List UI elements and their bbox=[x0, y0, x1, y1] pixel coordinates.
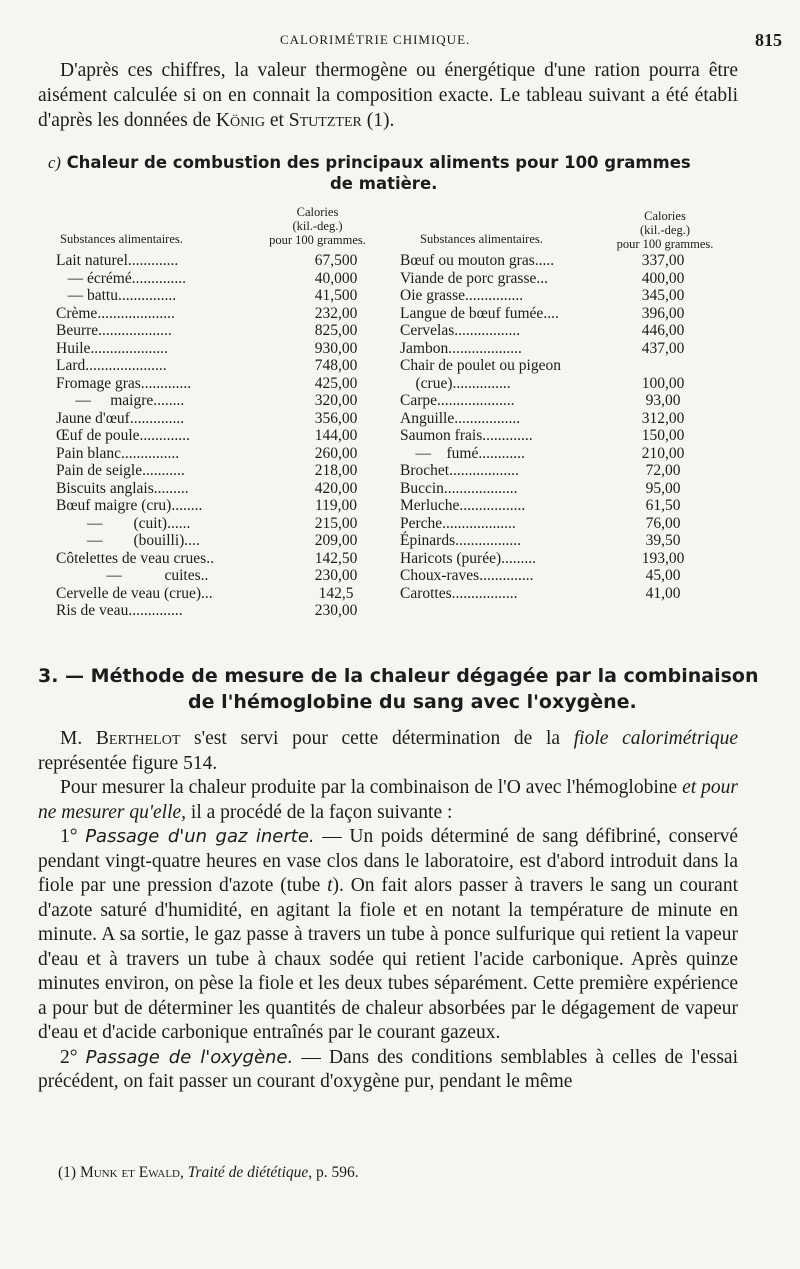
food-name: Jambon................... bbox=[400, 339, 522, 357]
food-name: Épinards................. bbox=[400, 532, 521, 549]
step-1-text: — Un poids déterminé de sang défibriné, conservé pendant vingt-quatre heures en vase clos dans le laboratoire, est d'abord introduit dans la fiole par une pression d'azote (tube bbox=[38, 826, 738, 896]
food-name: Jaune d'œuf.............. bbox=[56, 409, 185, 427]
food-name: Brochet.................. bbox=[400, 462, 519, 479]
calorie-value: 40,000 bbox=[314, 269, 358, 287]
table-row bbox=[56, 340, 386, 358]
table-row bbox=[56, 445, 386, 463]
calorie-value: 930,00 bbox=[314, 339, 358, 357]
calorie-value: 345,00 bbox=[641, 287, 685, 304]
food-name: Merluche................. bbox=[400, 497, 526, 514]
col-calories-right-l2: (kil.-deg.) bbox=[640, 223, 690, 237]
table-row bbox=[400, 550, 700, 568]
calorie-value: 218,00 bbox=[314, 462, 358, 479]
calorie-value: 72,00 bbox=[645, 462, 681, 479]
col-calories-right-l3: pour 100 grammes. bbox=[616, 237, 714, 251]
food-name: Anguille................. bbox=[400, 409, 521, 427]
footnote-sep: , bbox=[180, 1164, 188, 1181]
food-name: Cervelas................. bbox=[400, 322, 521, 339]
table-row bbox=[400, 305, 700, 323]
calorie-value: 232,00 bbox=[314, 304, 358, 322]
table-row bbox=[400, 375, 700, 393]
table-row bbox=[400, 497, 700, 515]
table-row bbox=[400, 410, 700, 428]
calorie-value: 41,00 bbox=[645, 584, 681, 602]
table-row bbox=[56, 567, 386, 585]
table-row bbox=[56, 515, 386, 533]
table-row bbox=[56, 497, 386, 515]
table-row bbox=[400, 322, 700, 340]
calorie-value: 142,50 bbox=[314, 549, 358, 567]
author-stutzter: Stutzter bbox=[288, 110, 362, 131]
food-name: — cuites.. bbox=[56, 567, 209, 584]
table-row bbox=[400, 462, 700, 480]
calorie-value: 193,00 bbox=[641, 549, 685, 567]
food-name: Crème.................... bbox=[56, 304, 175, 322]
footnote bbox=[58, 1164, 359, 1182]
food-name: Pain de seigle........... bbox=[56, 462, 185, 479]
step-1-text-2: ). On fait alors passer à travers le sang un courant d'azote saturé d'humidité, en agitant la fiole et en notant la température de minute en minute. A sa sortie, le gaz passe à travers un tube à ponce sulfurique qui retient la vapeur d'eau et à travers un tube à chaux sodée qui retient l'acide carbonique. Après quinze minutes environ, on pèse la fiole et les deux tubes séparément. Cette première expérience a pour but de déterminer les quantités de chaleur absorbées par le dégagement de vapeur d'eau et d'acide carbonique entraînés par le courant gazeux. bbox=[38, 875, 738, 1043]
section-3-title-line2: de l'hémoglobine du sang avec l'oxygène. bbox=[188, 691, 637, 713]
p2-italic: et pour ne mesurer qu'elle, bbox=[38, 777, 738, 823]
col-calories-left bbox=[255, 205, 380, 247]
step-1-tube-t: t bbox=[327, 875, 333, 896]
calorie-value: 93,00 bbox=[645, 392, 681, 409]
step-1-title: Passage d'un gaz inerte. bbox=[85, 826, 315, 847]
calorie-value: 446,00 bbox=[641, 322, 685, 339]
footnote-authors: Munk et Ewald bbox=[79, 1164, 180, 1181]
table-row bbox=[56, 427, 386, 445]
food-name: Langue de bœuf fumée.... bbox=[400, 304, 559, 322]
table-row bbox=[400, 392, 700, 410]
food-name: Biscuits anglais......... bbox=[56, 479, 189, 497]
table-row bbox=[56, 252, 386, 270]
p1-a: M. bbox=[60, 728, 96, 749]
paragraph-step-1 bbox=[38, 825, 738, 1046]
intro-paragraph bbox=[38, 58, 738, 133]
author-berthelot: Berthelot bbox=[95, 728, 181, 749]
table-row bbox=[56, 322, 386, 340]
body-text bbox=[38, 727, 738, 1095]
food-name: — (bouilli).... bbox=[56, 532, 200, 549]
calorie-value: 437,00 bbox=[641, 339, 685, 357]
table-row bbox=[400, 357, 700, 375]
p2-b: il a procédé de la façon suivante : bbox=[186, 801, 453, 823]
calorie-value: 61,50 bbox=[645, 497, 681, 514]
calorie-value: 209,00 bbox=[314, 532, 358, 549]
food-name: Cervelle de veau (crue)... bbox=[56, 584, 213, 602]
col-calories-right bbox=[600, 209, 730, 251]
calorie-value: 95,00 bbox=[645, 479, 681, 497]
food-name: Chair de poulet ou pigeon bbox=[400, 357, 561, 374]
section-c-title-line1: Chaleur de combustion des principaux aliments pour 100 grammes bbox=[66, 153, 691, 172]
table-row bbox=[400, 340, 700, 358]
food-name: Beurre................... bbox=[56, 322, 172, 339]
section-c-tag: c) bbox=[48, 153, 61, 172]
section-3-heading bbox=[38, 663, 768, 715]
table-row bbox=[400, 427, 700, 445]
food-name: Saumon frais............. bbox=[400, 427, 533, 444]
author-konig: König bbox=[215, 110, 265, 131]
food-name: Carpe.................... bbox=[400, 392, 515, 409]
footnote-title: Traité de diététique bbox=[187, 1164, 309, 1181]
p2-a: Pour mesurer la chaleur produite par la combinaison de l'O avec l'hémoglobine bbox=[60, 777, 683, 798]
calorie-value: 337,00 bbox=[641, 252, 685, 269]
p1-b: s'est servi pour cette détermination de la bbox=[180, 728, 574, 749]
calorie-value: 356,00 bbox=[314, 409, 358, 427]
calorie-value: 825,00 bbox=[314, 322, 358, 339]
table-row bbox=[56, 375, 386, 393]
calorie-value: 67,500 bbox=[314, 252, 358, 269]
col-calories-left-l1: Calories bbox=[296, 205, 339, 219]
food-name: Huile.................... bbox=[56, 339, 168, 357]
table-row bbox=[400, 567, 700, 585]
food-name: Côtelettes de veau crues.. bbox=[56, 549, 214, 567]
p1-c: représentée figure 514. bbox=[38, 752, 218, 774]
table-row bbox=[56, 462, 386, 480]
calorie-value: 230,00 bbox=[314, 602, 358, 619]
section-3-title-line1: 3. — Méthode de mesure de la chaleur dégagée par la combinaison bbox=[38, 665, 759, 687]
calorie-value: 41,500 bbox=[314, 287, 358, 304]
calorie-value: 142,5 bbox=[318, 584, 354, 602]
table-row bbox=[56, 357, 386, 375]
table-header bbox=[0, 205, 800, 249]
running-header bbox=[0, 30, 800, 54]
food-name: Bœuf ou mouton gras..... bbox=[400, 252, 555, 269]
table-left-column bbox=[56, 252, 386, 620]
food-name: Choux-raves.............. bbox=[400, 567, 534, 584]
food-name: Perche................... bbox=[400, 514, 516, 532]
step-1-number: 1° bbox=[60, 826, 86, 847]
col-calories-right-l1: Calories bbox=[644, 209, 686, 223]
food-name: Œuf de poule............. bbox=[56, 427, 190, 444]
paragraph-step-2 bbox=[38, 1046, 738, 1095]
table-row bbox=[56, 270, 386, 288]
food-name: Ris de veau.............. bbox=[56, 602, 183, 619]
table-row bbox=[400, 532, 700, 550]
calorie-value: 100,00 bbox=[641, 374, 685, 392]
food-name: Pain blanc............... bbox=[56, 444, 180, 462]
calorie-value: 119,00 bbox=[314, 497, 358, 514]
table-row bbox=[56, 602, 386, 620]
calorie-value: 230,00 bbox=[314, 567, 358, 584]
calorie-value: 425,00 bbox=[314, 374, 358, 392]
food-name: Lait naturel............. bbox=[56, 252, 179, 269]
food-name: — battu............... bbox=[56, 287, 177, 304]
col-substance-left: Substances alimentaires. bbox=[60, 232, 183, 246]
intro-text: D'après ces chiffres, la valeur thermogène ou énergétique d'une ration pourra être aisément calculée si on en connait la composition exacte. Le tableau suivant a été établi d'après les données de bbox=[38, 60, 738, 131]
table-row bbox=[56, 550, 386, 568]
calorie-value: 210,00 bbox=[641, 444, 685, 462]
table-row bbox=[400, 585, 700, 603]
food-name: — fumé............ bbox=[400, 444, 525, 462]
col-substance-right: Substances alimentaires. bbox=[420, 232, 543, 246]
calorie-value: 748,00 bbox=[314, 357, 358, 374]
food-name: Bœuf maigre (cru)........ bbox=[56, 497, 203, 514]
section-c-title-line2: de matière. bbox=[330, 174, 438, 193]
food-name: — maigre........ bbox=[56, 392, 185, 409]
col-calories-left-l3: pour 100 grammes. bbox=[269, 233, 366, 247]
table-row bbox=[56, 585, 386, 603]
step-2-number: 2° bbox=[60, 1046, 86, 1068]
food-name: (crue)............... bbox=[400, 374, 511, 392]
calorie-value: 260,00 bbox=[314, 444, 358, 462]
food-name: Lard..................... bbox=[56, 357, 167, 374]
page-number: 815 bbox=[755, 30, 782, 50]
footnote-number: (1) bbox=[58, 1164, 80, 1181]
paragraph-method bbox=[38, 776, 738, 825]
table-row bbox=[56, 392, 386, 410]
col-calories-left-l2: (kil.-deg.) bbox=[292, 219, 343, 233]
calorie-value: 312,00 bbox=[641, 409, 685, 427]
step-2-text: — Dans des conditions semblables à celles de l'essai précédent, on fait passer un courant d'oxygène pur, pendant le même bbox=[38, 1046, 738, 1092]
table-row bbox=[56, 480, 386, 498]
footnote-page: , p. 596. bbox=[308, 1164, 359, 1181]
table-right-column bbox=[400, 252, 700, 602]
intro-footnote-ref: (1). bbox=[361, 110, 395, 131]
food-name: Buccin................... bbox=[400, 479, 518, 497]
intro-and: et bbox=[264, 110, 289, 131]
table-row bbox=[56, 532, 386, 550]
food-name: — écrémé.............. bbox=[56, 269, 186, 287]
table-row bbox=[400, 270, 700, 288]
calorie-value: 215,00 bbox=[314, 514, 358, 532]
calorie-value: 400,00 bbox=[641, 269, 685, 287]
food-name: Viande de porc grasse... bbox=[400, 269, 548, 287]
table-row bbox=[400, 515, 700, 533]
calorie-value: 39,50 bbox=[645, 532, 681, 549]
paragraph-berthelot bbox=[38, 727, 738, 776]
step-2-title: Passage de l'oxygène. bbox=[85, 1046, 294, 1068]
calorie-value: 150,00 bbox=[641, 427, 685, 444]
section-c-heading bbox=[48, 152, 788, 194]
food-name: Haricots (purée)......... bbox=[400, 549, 537, 567]
p1-italic: fiole calorimétrique bbox=[573, 728, 738, 749]
food-name: Oie grasse............... bbox=[400, 287, 524, 304]
food-name: — (cuit)...... bbox=[56, 514, 191, 532]
table-row bbox=[400, 287, 700, 305]
food-name: Fromage gras............. bbox=[56, 374, 192, 392]
food-name: Carottes................. bbox=[400, 584, 518, 602]
table-row bbox=[400, 445, 700, 463]
calorie-value: 320,00 bbox=[314, 392, 358, 409]
running-title: CALORIMÉTRIE CHIMIQUE. bbox=[280, 32, 471, 47]
table-row bbox=[400, 480, 700, 498]
table-row bbox=[400, 252, 700, 270]
table-row bbox=[56, 287, 386, 305]
calorie-value: 45,00 bbox=[645, 567, 681, 584]
calorie-value: 76,00 bbox=[645, 514, 681, 532]
table-row bbox=[56, 305, 386, 323]
calorie-value: 420,00 bbox=[314, 479, 358, 497]
calorie-value: 396,00 bbox=[641, 304, 685, 322]
table-row bbox=[56, 410, 386, 428]
calorie-value: 144,00 bbox=[314, 427, 358, 444]
